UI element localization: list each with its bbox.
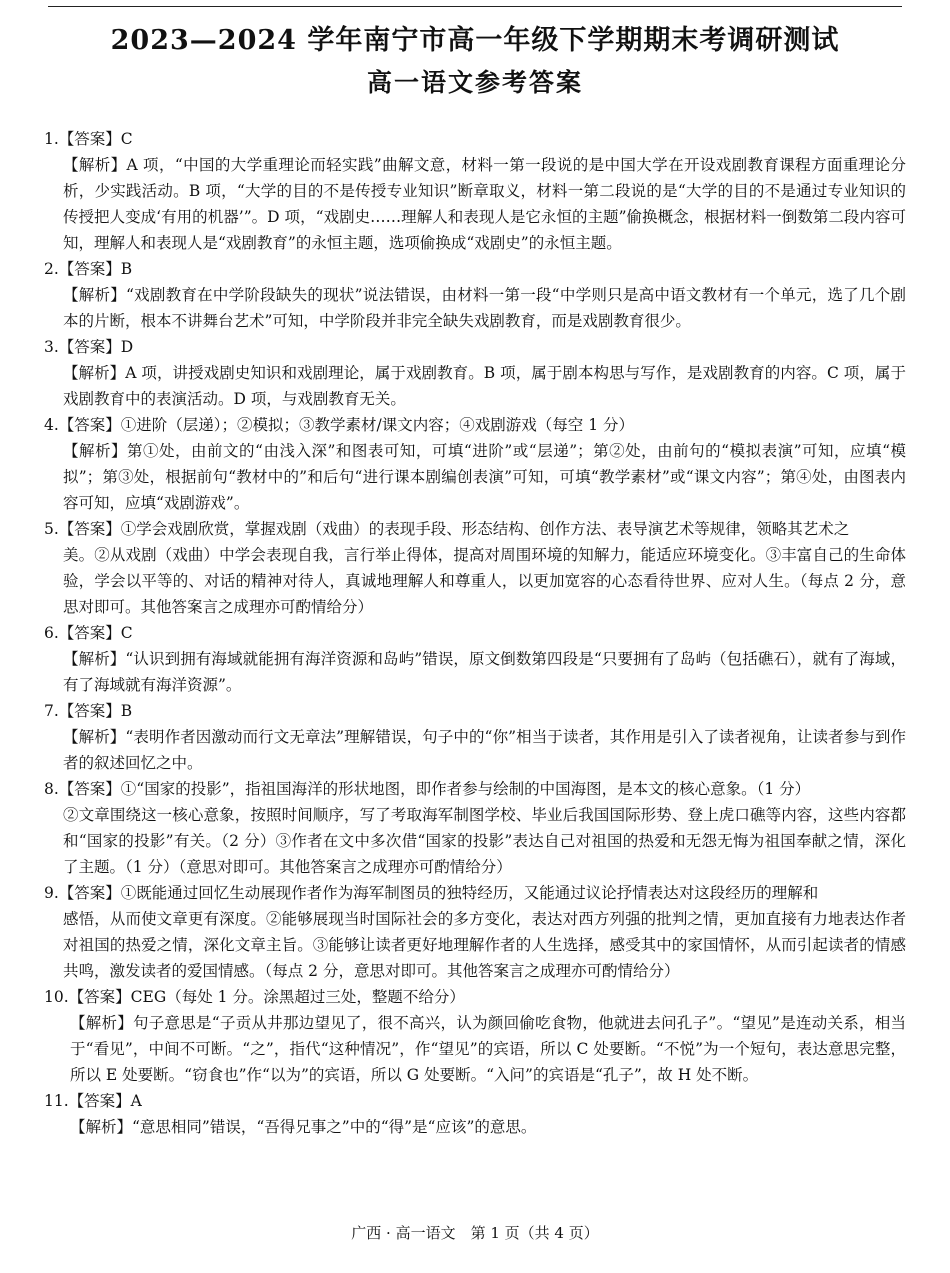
question-item	[44, 698, 906, 776]
question-item	[44, 880, 906, 984]
question-number: 7.	[44, 702, 59, 720]
answer-line	[44, 776, 906, 802]
answer-text: 【答案】①进阶（层递）；②模拟；③教学素材/课文内容；④戏剧游戏（每空 1 分）	[58, 416, 634, 434]
answer-line	[44, 984, 906, 1010]
answer-line	[44, 126, 906, 152]
question-item	[44, 1088, 906, 1140]
answer-text: 【答案】CEG（每处 1 分。涂黑超过三处，整题不给分）	[68, 988, 465, 1006]
top-rule	[48, 6, 902, 7]
explanation-text: 【解析】“表明作者因激动而行文无章法”理解错误，句子中的“你”相当于读者，其作用是引入了读者视角，让读者参与到作者的叙述回忆之中。	[63, 728, 906, 772]
explanation-text: 【解析】“意思相同”错误，“吾得兄事之”中的“得”是“应该”的意思。	[70, 1118, 537, 1136]
answer-text: 【答案】C	[58, 624, 133, 642]
question-number: 9.	[44, 884, 59, 902]
answer-text: 【答案】B	[58, 260, 133, 278]
question-number: 11.	[44, 1092, 69, 1110]
question-item	[44, 256, 906, 334]
answer-line	[44, 698, 906, 724]
answer-line	[44, 256, 906, 282]
answer-line	[44, 620, 906, 646]
question-item	[44, 620, 906, 698]
question-number: 4.	[44, 416, 59, 434]
answer-line	[44, 334, 906, 360]
answer-line	[44, 1088, 906, 1114]
question-item	[44, 516, 906, 620]
explanation-text: 【解析】A 项，讲授戏剧史知识和戏剧理论，属于戏剧教育。B 项，属于剧本构思与写作，是戏剧教育的内容。C 项，属于戏剧教育中的表演活动。D 项，与戏剧教育无关。	[63, 364, 906, 408]
answer-key-subtitle: 高一语文参考答案	[366, 68, 583, 97]
answer-text: 【答案】①学会戏剧欣赏，掌握戏剧（戏曲）的表现手段、形态结构、创作方法、表导演艺术等规律，领略其艺术之	[58, 520, 850, 538]
answer-line	[44, 880, 906, 906]
question-item	[44, 412, 906, 516]
answer-text: 【答案】C	[58, 130, 133, 148]
question-item	[44, 126, 906, 256]
question-number: 3.	[44, 338, 59, 356]
explanation-text: 【解析】句子意思是“子贡从井那边望见了，很不高兴，认为颜回偷吃食物，他就进去问孔子”。“望见”是连动关系，相当于“看见”，中间不可断。“之”，指代“这种情况”，作“望见”的宾语，所以 C 处要断。“不悦”为一个短句，表达意思完整，所以 E 处要断。“窃食也”作“以为”的宾语，所以 G 处要断。“入问”的宾语是“孔子”，故 H 处不断。	[70, 1014, 906, 1084]
question-number: 10.	[44, 988, 69, 1006]
answer-text: 【答案】A	[68, 1092, 142, 1110]
answer-text: 【答案】①“国家的投影”，指祖国海洋的形状地图，即作者参与绘制的中国海图，是本文的核心意象。（1 分）	[58, 780, 811, 798]
question-item	[44, 984, 906, 1088]
answer-text: 【答案】B	[58, 702, 133, 720]
answer-line	[44, 516, 906, 542]
question-number: 5.	[44, 520, 59, 538]
explanation-text: 感悟，从而使文章更有深度。②能够展现当时国际社会的多方变化，表达对西方列强的批判之情，更加直接有力地表达作者对祖国的热爱之情，深化文章主旨。③能够让读者更好地理解作者的人生选择，感受其中的家国情怀，从而引起读者的情感共鸣，激发读者的爱国情感。（每点 2 分，意思对即可。其他答案言之成理亦可酌情给分）	[63, 910, 906, 980]
explanation-text: 【解析】A 项，“中国的大学重理论而轻实践”曲解文意，材料一第一段说的是中国大学在开设戏剧教育课程方面重理论分析，少实践活动。B 项，“大学的目的不是传授专业知识”断章取义，材料一第二段说的是“大学的目的不是通过专业知识的传授把人变成‘有用的机器’”。D 项，“戏剧史……理解人和表现人是它永恒的主题”偷换概念，根据材料一倒数第二段内容可知，理解人和表现人是“戏剧教育”的永恒主题，选项偷换成“戏剧史”的永恒主题。	[63, 156, 906, 252]
question-number: 1.	[44, 130, 59, 148]
explanation-text: ②文章围绕这一核心意象，按照时间顺序，写了考取海军制图学校、毕业后我国国际形势、登上虎口礁等内容，这些内容都和“国家的投影”有关。（2 分）③作者在文中多次借“国家的投影”表达自己对祖国的热爱和无怨无悔为祖国奉献之情，深化了主题。（1 分）（意思对即可。其他答案言之成理亦可酌情给分）	[63, 806, 906, 876]
answer-text: 【答案】D	[58, 338, 134, 356]
page-footer: 广西 · 高一语文 第 1 页（共 4 页）	[351, 1224, 599, 1242]
question-number: 2.	[44, 260, 59, 278]
explanation-text: 【解析】第①处，由前文的“由浅入深”和图表可知，可填“进阶”或“层递”；第②处，由前句的“模拟表演”可知，应填“模拟”；第③处，根据前句“教材中的”和后句“进行课本剧编创表演”可知，可填“教学素材”或“课文内容”；第④处，由图表内容可知，应填“戏剧游戏”。	[63, 442, 906, 512]
question-item	[44, 334, 906, 412]
explanation-text: 美。②从戏剧（戏曲）中学会表现自我，言行举止得体，提高对周围环境的知解力，能适应环境变化。③丰富自己的生命体验，学会以平等的、对话的精神对待人，真诚地理解人和尊重人，以更加宽容的心态看待世界、应对人生。（每点 2 分，意思对即可。其他答案言之成理亦可酌情给分）	[63, 546, 906, 616]
explanation-text: 【解析】“戏剧教育在中学阶段缺失的现状”说法错误，由材料一第一段“中学则只是高中语文教材有一个单元，选了几个剧本的片断，根本不讲舞台艺术”可知，中学阶段并非完全缺失戏剧教育，而是戏剧教育很少。	[63, 286, 906, 330]
question-item	[44, 776, 906, 880]
answer-list	[44, 126, 906, 1140]
question-number: 8.	[44, 780, 59, 798]
explanation-text: 【解析】“认识到拥有海域就能拥有海洋资源和岛屿”错误，原文倒数第四段是“只要拥有了岛屿（包括礁石），就有了海域，有了海域就有海洋资源”。	[63, 650, 906, 694]
exam-title: 2023—2024 学年南宁市高一年级下学期期末考调研测试	[110, 25, 840, 56]
question-number: 6.	[44, 624, 59, 642]
answer-line	[44, 412, 906, 438]
answer-text: 【答案】①既能通过回忆生动展现作者作为海军制图员的独特经历，又能通过议论抒情表达对这段经历的理解和	[58, 884, 819, 902]
